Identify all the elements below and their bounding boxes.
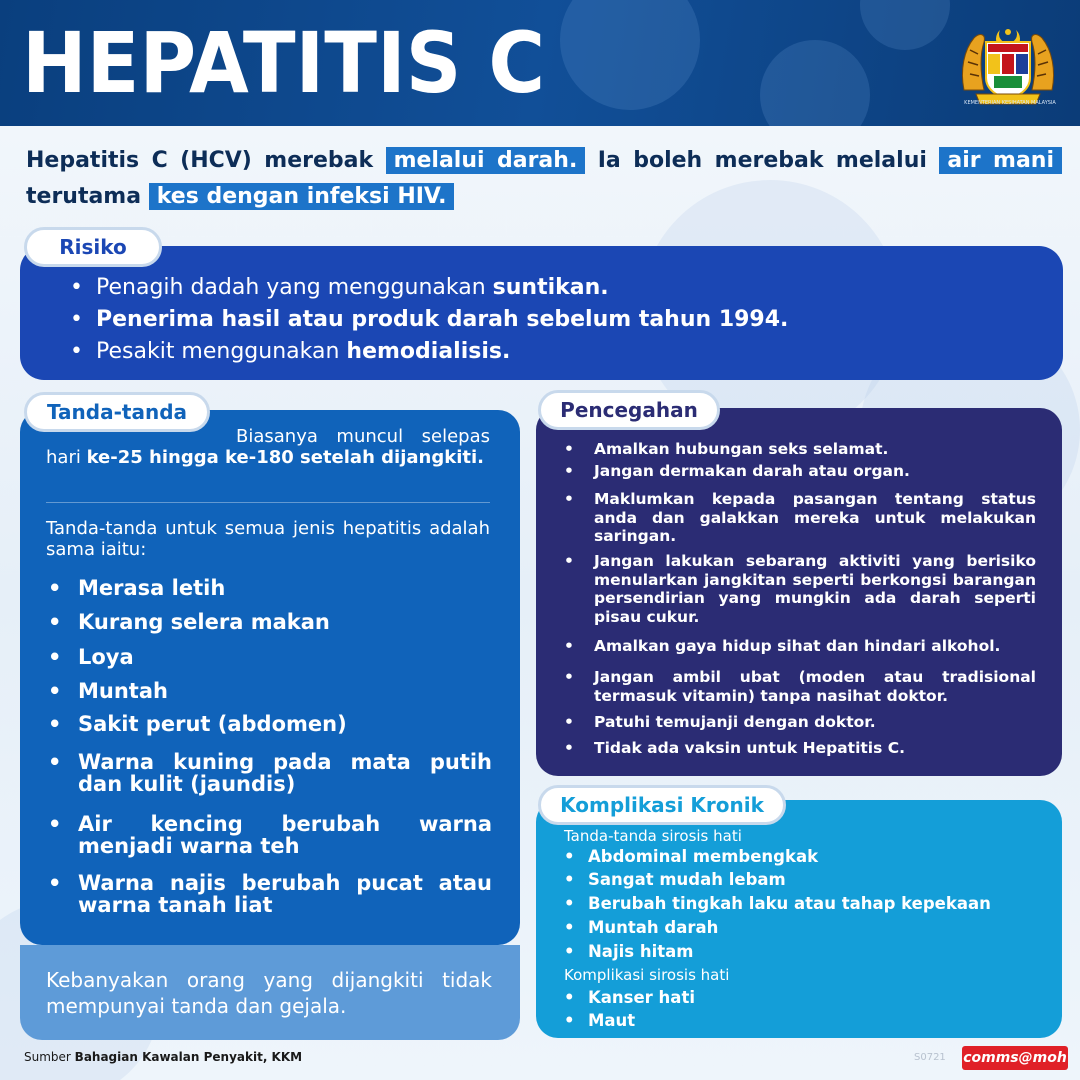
komplikasi-item: • Najis hitam: [564, 942, 693, 962]
virus-decoration: [860, 0, 950, 50]
komplikasi-panel: [536, 800, 1062, 1038]
tanda-divider: [46, 502, 490, 503]
intro-highlight: melalui darah.: [386, 147, 586, 174]
intro-highlight: air mani: [939, 147, 1062, 174]
prevention-item: • Amalkan hubungan seks selamat.: [564, 440, 1036, 459]
source-credit: Sumber Bahagian Kawalan Penyakit, KKM: [24, 1050, 303, 1064]
risiko-tab-label: Risiko: [24, 227, 162, 267]
prevention-item: • Amalkan gaya hidup sihat dan hindari alkohol.: [564, 637, 1036, 656]
komplikasi-tab-label: Komplikasi Kronik: [538, 785, 786, 825]
komplikasi-item: • Berubah tingkah laku atau tahap kepekaan: [564, 894, 991, 914]
risiko-list-item: • Penagih dadah yang menggunakan suntikan.: [70, 272, 1063, 304]
intro-paragraph: [26, 143, 1062, 215]
symptom-item: • Warna najis berubah pucat atau warna tanah liat: [46, 872, 492, 916]
prevention-item: • Jangan dermakan darah atau organ.: [564, 462, 1036, 481]
komplikasi-subheading: Tanda-tanda sirosis hati: [564, 827, 742, 845]
komplikasi-item: • Abdominal membengkak: [564, 847, 818, 867]
tanda-tab-label: Tanda-tanda: [24, 392, 210, 432]
header-banner: [0, 0, 1080, 126]
virus-decoration: [760, 40, 870, 126]
document-code: S0721: [914, 1052, 946, 1063]
komplikasi-item: • Maut: [564, 1011, 635, 1031]
intro-text: terutama: [26, 184, 149, 209]
pencegahan-tab-label: Pencegahan: [538, 390, 720, 430]
comms-moh-badge: comms@moh: [962, 1046, 1068, 1070]
intro-highlight: kes dengan infeksi HIV.: [149, 183, 455, 210]
virus-decoration: [560, 0, 700, 110]
intro-text: Ia boleh merebak melalui: [585, 148, 940, 173]
pencegahan-panel: [536, 408, 1062, 776]
crest-caption: KEMENTERIAN KESIHATAN MALAYSIA: [964, 100, 1056, 106]
komplikasi-item: • Kanser hati: [564, 988, 695, 1008]
tanda-footnote: Kebanyakan orang yang dijangkiti tidak mempunyai tanda dan gejala.: [20, 945, 520, 1040]
prevention-item: • Jangan ambil ubat (moden atau tradisional termasuk vitamin) tanpa nasihat doktor.: [564, 668, 1036, 705]
symptom-item: • Sakit perut (abdomen): [46, 713, 492, 735]
prevention-item: • Maklumkan kepada pasangan tentang status anda dan galakkan mereka untuk melakukan saringan.: [564, 490, 1036, 546]
tanda-onset-text: Biasanya muncul selepas hari ke-25 hingga ke-180 setelah dijangkiti.: [46, 426, 490, 468]
risiko-list-item: • Penerima hasil atau produk darah sebelum tahun 1994.: [70, 304, 1063, 336]
komplikasi-item: • Muntah darah: [564, 918, 718, 938]
symptom-item: • Air kencing berubah warna menjadi warna teh: [46, 813, 492, 857]
symptom-item: • Warna kuning pada mata putih dan kulit (jaundis): [46, 751, 492, 795]
page-title: HEPATITIS C: [22, 14, 546, 112]
malaysia-crest-logo: [958, 20, 1058, 112]
risiko-panel: [20, 246, 1063, 380]
risiko-list-item: • Pesakit menggunakan hemodialisis.: [70, 336, 1063, 368]
prevention-item: • Patuhi temujanji dengan doktor.: [564, 713, 1036, 732]
komplikasi-subheading: Komplikasi sirosis hati: [564, 966, 730, 984]
tanda-panel: [20, 410, 520, 945]
komplikasi-item: • Sangat mudah lebam: [564, 870, 786, 890]
symptom-item: • Merasa letih: [46, 577, 492, 599]
symptom-item: • Kurang selera makan: [46, 611, 492, 633]
symptom-item: • Muntah: [46, 680, 492, 702]
symptom-item: • Loya: [46, 646, 492, 668]
prevention-item: • Tidak ada vaksin untuk Hepatitis C.: [564, 739, 1036, 758]
prevention-item: • Jangan lakukan sebarang aktiviti yang berisiko menularkan jangkitan seperti berkongsi barangan persendirian yang mungkin ada darah seperti pisau cukur.: [564, 552, 1036, 626]
intro-text: Hepatitis C (HCV) merebak: [26, 148, 386, 173]
tanda-subheading: Tanda-tanda untuk semua jenis hepatitis adalah sama iaitu:: [46, 518, 490, 560]
